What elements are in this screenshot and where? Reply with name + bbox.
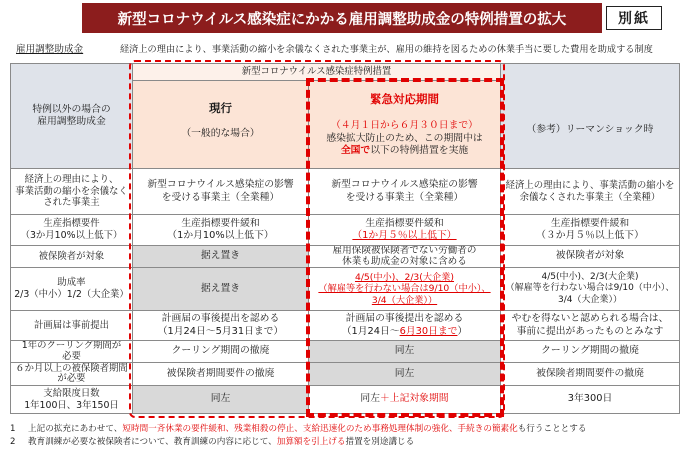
header-emergency-scope-highlight: 全国で [340,144,371,156]
document-title: 新型コロナウイルス感染症にかかる雇用調整助成金の特例措置の拡大 [117,11,567,28]
cell-text-line: 支給限度日数 [43,387,100,399]
cell-text-line: 被保険者期間要件の撤廃 [536,367,644,379]
cell-text-line: クーリング期間の撤廃 [541,345,639,357]
cell-text-line: （1か月10%以上低下） [167,230,274,241]
special-measures-text: 新型コロナウイルス感染症特例措置 [241,66,392,78]
cell-text-line: 助成率 [57,277,86,289]
cell-text-line: （解雇等を行わない場合は9/10（中小）、 [505,283,675,294]
footnote-text: 教育訓練が必要な被保険者について、教育訓練の内容に応じて、 [28,437,277,447]
footnote-highlight: 短時間一斉休業の要件緩和、残業相殺の停止、支給迅速化のため事務処理体制の強化、手続きの簡素化 [122,424,518,434]
cell-text-line: （３か月５％以上低下） [536,230,644,241]
row-plan-submission-lehman [500,310,680,341]
footnote-text: 上記の拡充にあわせて、 [28,424,123,434]
cell-text-line: 計画届は事前提出 [33,319,109,331]
row-insured-coverage-lehman [500,245,680,268]
cell-text-line: 4/5(中小)、2/3(大企業) [541,272,639,283]
cell-text-line: 2/3（中小）1/2（大企業） [14,289,129,300]
cell-text-line: 経済上の理由により、事業活動の縮小を [505,179,675,191]
row-cooling-period-lehman [500,340,680,363]
row-eligible-employers-emergency [308,168,501,215]
cell-text-line: 生産指標要件緩和 [365,217,444,229]
cell-highlight-text: 4/5(中小)、2/3(大企業) [354,271,455,283]
header-current-measures [132,80,309,169]
header-emergency-period-dates: （４月１日から６月３０日まで） [331,120,478,132]
header-emergency-scope [341,145,468,157]
row-production-indicator-lehman [500,214,680,246]
cell-text-line: 余儀なくされた事業主（全業種） [519,191,661,203]
cell-text-line: 1年100日、3年150日 [24,399,119,411]
intro-description: 経済上の理由により、事業活動の縮小を余儀なくされた事業主が、雇用の維持を図るための休業手当に要した費用を助成する制度 [120,44,653,55]
header-text-line: 特例以外の場合の [32,103,111,115]
footnote-number: 1 [10,424,16,434]
attachment-tag: 別紙 [606,6,662,30]
cell-text-line: 生産指標要件緩和 [550,217,630,229]
cell-highlight-text: （解雇等を行わない場合は9/10（中小）、 [318,283,491,295]
header-text-line: 雇用調整助成金 [37,116,106,127]
footnote-text: も行うこととする [517,424,587,434]
row-cooling-period-current [132,340,309,363]
row-insured-period-emergency [308,362,501,386]
cell-text-line: 事前に提出があったものとみなす [516,325,664,337]
cell-text-line: （1月24日～5月31日まで） [157,325,284,337]
footnote-1 [10,424,586,434]
footnote-number: 2 [10,437,16,447]
row-payment-day-limit-emergency [308,385,501,414]
row-insured-period-current [132,362,309,386]
cell-text-line: 生産指標要件 [43,218,100,230]
cell-text-segment: 同左 [360,393,380,405]
intro-term: 雇用調整助成金 [16,44,84,55]
row-plan-submission-emergency [308,310,501,341]
cell-highlight-text: 6月30日まで [399,325,458,337]
header-current-title: 現行 [209,101,232,116]
cell-text-line [360,393,448,405]
cell-text-line: 計画届の事後提出を認める [161,313,280,325]
footnote-2 [10,437,414,447]
row-subsidy-rate-emergency [308,267,501,311]
footnote-text: 措置を別途講じる [345,437,415,447]
document-title-bar [82,3,602,33]
cell-text-segment: ） [457,325,468,337]
cell-text-line: が必要 [57,373,86,384]
row-eligible-employers-lehman [500,168,680,215]
cell-text-line: クーリング期間の撤廃 [171,345,270,357]
cell-text-line: 被保険者期間要件の撤廃 [166,367,275,379]
row-eligible-employers-current [132,168,309,215]
row-plan-submission-current [132,310,309,341]
header-emergency-title: 緊急対応期間 [370,91,439,106]
cell-text-line: 3年300日 [567,393,613,405]
header-emergency-scope-rest: 以下の特例措置を実施 [370,144,469,156]
cell-text-segment: （1月24日～ [341,325,400,337]
cell-text-line: 休業も助成金の対象に含める [342,255,467,267]
cell-highlight-text: ＋上記対象期間 [380,393,449,405]
cell-text-line: 新型コロナウイルス感染症の影響 [331,179,478,191]
cell-text-line: 被保険者が対象 [555,250,625,262]
header-lehman-reference [500,63,680,169]
cell-text-line: 据え置き [200,250,241,262]
header-normal-case [10,63,133,169]
cell-highlight-text: 3/4（大企業）） [371,294,438,306]
row-insured-period-lehman [500,362,680,386]
row-payment-day-limit-lehman [500,385,680,414]
cell-text-line: 事業活動の縮小を余儀なく [15,185,128,197]
cell-text-line: ６か月以上の被保険者期間 [15,362,128,374]
row-insured-coverage-normal [10,245,133,268]
row-production-indicator-emergency [308,214,501,246]
cell-text-line: 計画届の事後提出を認める [345,313,464,325]
cell-text-line: 新型コロナウイルス感染症の影響 [147,179,294,191]
row-insured-coverage-current [132,245,309,268]
cell-text-line: 1年のクーリング期間が [21,340,122,352]
cell-text-line: （3か月10%以上低下） [20,230,123,241]
cell-text-line: 同左 [394,345,415,357]
header-lehman-text: （参考）リーマンショック時 [526,123,654,135]
row-insured-coverage-emergency [308,245,501,268]
cell-text-line: を受ける事業主（全業種） [345,191,464,203]
header-emergency-period [308,80,501,169]
footnote-highlight: 加算額を引上げる [276,437,346,447]
row-subsidy-rate-lehman [500,267,680,311]
cell-text-line: 3/4（大企業）） [558,294,622,305]
cell-text-line [342,326,468,338]
cell-text-line: 雇用保険被保険者でない労働者の [332,245,477,257]
cell-text-line: を受ける事業主（全業種） [161,191,280,203]
header-emergency-note: 感染拡大防止のため、この期間中は [326,132,483,144]
row-subsidy-rate-normal [10,267,133,311]
cell-text-line: やむを得ないと認められる場合は、 [511,313,669,325]
row-production-indicator-current [132,214,309,246]
cell-text-line: 被保険者が対象 [38,250,105,262]
cell-text-line: 必要 [62,350,81,362]
row-plan-submission-normal [10,310,133,341]
cell-text-line: 経済上の理由により、 [24,173,119,185]
row-payment-day-limit-normal [10,385,133,414]
special-measures-label [132,63,501,81]
row-payment-day-limit-current [132,385,309,414]
row-subsidy-rate-current [132,267,309,311]
row-insured-period-normal [10,362,133,386]
row-production-indicator-normal [10,214,133,246]
cell-text-line: 生産指標要件緩和 [181,217,260,229]
cell-text-line: された事業主 [43,197,100,209]
cell-highlight-text: （1か月５％以上低下） [352,230,457,241]
row-eligible-employers-normal [10,168,133,215]
header-current-subtitle: （一般的な場合） [181,127,260,139]
row-cooling-period-emergency [308,340,501,363]
cell-text-line: 同左 [210,393,231,405]
cell-text-line: 据え置き [200,282,241,294]
cell-text-line: 同左 [394,367,415,379]
row-cooling-period-normal [10,340,133,363]
